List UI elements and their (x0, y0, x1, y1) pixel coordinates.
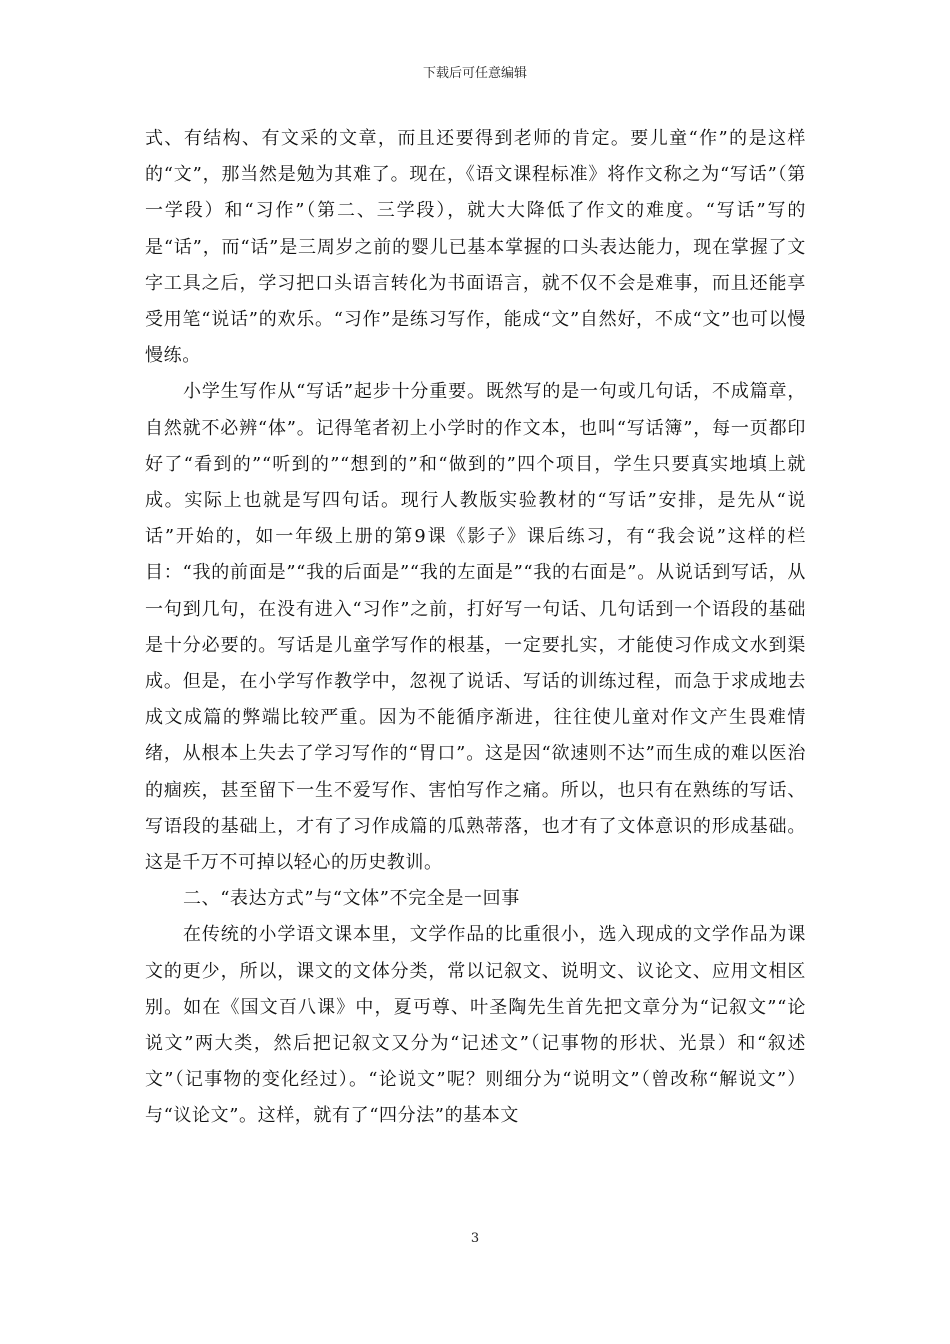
section-heading: 二、“表达方式”与“文体”不完全是一回事 (183, 888, 520, 910)
page-header: 下载后可任意编辑 (422, 66, 527, 81)
paragraph-continuation: 式、有结构、有文采的文章，而且还要得到老师的肯定。要儿童“作”的是这样的“文”，那当然是勉为其难了。现在，《语文课程标准》将作文称之为“写话”（第一学段）和“习作”（第二、三学段），就大大降低了作文的难度。“写话”写的是“话”，而“话”是三周岁之前的婴儿已基本掌握的口头表达能力，现在掌握了文字工具之后，学习把口头语言转化为书面语言，就不仅不会是难事，而且还能享受用笔“说话”的欢乐。“习作”是练习写作，能成“文”自然好，不成“文”也可以慢慢练。 (145, 128, 806, 367)
paragraph-genre-classification: 在传统的小学语文课本里，文学作品的比重很小，选入现成的文学作品为课文的更少，所以，课文的文体分类，常以记叙文、说明文、议论文、应用文相区别。如在《国文百八课》中，夏丏尊、叶圣陶先生首先把文章分为“记叙文”“论说文”两大类，然后把记叙文又分为“记述文”（记事物的形状、光景）和“叙述文”（记事物的变化经过）。“论说文”呢？则细分为“说明文”（曾改称“解说文”）与“议论文”。这样，就有了“四分法”的基本文 (145, 924, 806, 1127)
page-number: 3 (470, 1231, 480, 1246)
document-body (145, 121, 806, 1135)
paragraph-writing-from-speech: 小学生写作从“写话”起步十分重要。既然写的是一句或几句话，不成篇章，自然就不必辨“体”。记得笔者初上小学时的作文本，也叫“写话簿”，每一页都印好了“看到的”“听到的”“想到的”和“做到的”四个项目，学生只要真实地填上就成。实际上也就是写四句话。现行人教版实验教材的“写话”安排，是先从“说话”开始的，如一年级上册的第9课《影子》课后练习，有“我会说”这样的栏目：“我的前面是”“我的后面是”“我的左面是”“我的右面是”。从说话到写话，从一句到几句，在没有进入“习作”之前，打好写一句话、几句话到一个语段的基础是十分必要的。写话是儿童学写作的根基，一定要扎实，才能使习作成文水到渠成。但是，在小学写作教学中，忽视了说话、写话的训练过程，而急于求成地去成文成篇的弊端比较严重。因为不能循序渐进，往往使儿童对作文产生畏难情绪，从根本上失去了学习写作的“胃口”。这是因“欲速则不达”而生成的难以医治的痼疾，甚至留下一生不爱写作、害怕写作之痛。所以，也只有在熟练的写话、写语段的基础上，才有了习作成篇的瓜熟蒂落，也才有了文体意识的形成基础。这是千万不可掉以轻心的历史教训。 (145, 381, 806, 874)
